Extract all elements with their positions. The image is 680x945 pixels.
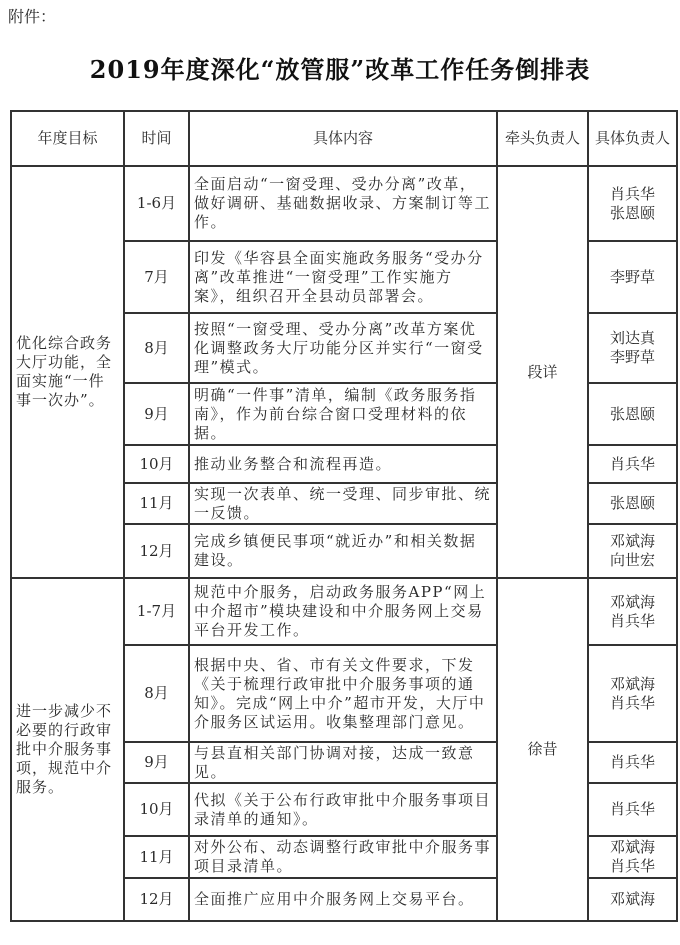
header-owner: 具体负责人 [588,111,677,166]
table-row [11,166,677,241]
owner-cell: 刘达真 李野草 [588,313,677,383]
content-cell: 实现一次表单、统一受理、同步审批、统一反馈。 [189,483,497,524]
lead-person-cell: 段详 [497,166,588,578]
owner-cell: 肖兵华 张恩颐 [588,166,677,241]
lead-person-cell: 徐昔 [497,578,588,921]
content-cell: 对外公布、动态调整行政审批中介服务事项目录清单。 [189,836,497,878]
owner-cell: 肖兵华 [588,445,677,483]
time-cell: 1-6月 [124,166,189,241]
task-schedule-table [10,110,678,922]
content-cell: 代拟《关于公布行政审批中介服务事项目录清单的通知》。 [189,783,497,836]
content-cell: 与县直相关部门协调对接，达成一致意见。 [189,742,497,783]
owner-cell: 邓斌海 肖兵华 [588,836,677,878]
time-cell: 12月 [124,878,189,921]
header-lead: 牵头负责人 [497,111,588,166]
time-cell: 9月 [124,383,189,445]
content-cell: 全面推广应用中介服务网上交易平台。 [189,878,497,921]
time-cell: 8月 [124,313,189,383]
header-time: 时间 [124,111,189,166]
time-cell: 1-7月 [124,578,189,645]
owner-cell: 张恩颐 [588,483,677,524]
time-cell: 10月 [124,445,189,483]
content-cell: 完成乡镇便民事项“就近办”和相关数据建设。 [189,524,497,578]
time-cell: 10月 [124,783,189,836]
content-cell: 全面启动“一窗受理、受办分离”改革，做好调研、基础数据收录、方案制订等工作。 [189,166,497,241]
time-cell: 11月 [124,836,189,878]
time-cell: 12月 [124,524,189,578]
time-cell: 9月 [124,742,189,783]
owner-cell: 肖兵华 [588,783,677,836]
owner-cell: 邓斌海 向世宏 [588,524,677,578]
table-header-row [11,111,677,166]
attachment-label: 附件： [8,7,57,26]
goal-cell: 优化综合政务大厅功能，全面实施“一件事一次办”。 [11,166,124,578]
content-cell: 按照“一窗受理、受办分离”改革方案优化调整政务大厅功能分区并实行“一窗受理”模式。 [189,313,497,383]
owner-cell: 李野草 [588,241,677,313]
owner-cell: 邓斌海 肖兵华 [588,645,677,742]
header-goal: 年度目标 [11,111,124,166]
document-title: 2019年度深化“放管服”改革工作任务倒排表 [89,55,591,84]
time-cell: 8月 [124,645,189,742]
time-cell: 7月 [124,241,189,313]
owner-cell: 邓斌海 肖兵华 [588,578,677,645]
owner-cell: 邓斌海 [588,878,677,921]
owner-cell: 张恩颐 [588,383,677,445]
goal-cell: 进一步减少不必要的行政审批中介服务事项，规范中介服务。 [11,578,124,921]
content-cell: 推动业务整合和流程再造。 [189,445,497,483]
time-cell: 11月 [124,483,189,524]
content-cell: 印发《华容县全面实施政务服务“受办分离”改革推进“一窗受理”工作实施方案》，组织召开全县动员部署会。 [189,241,497,313]
content-cell: 规范中介服务，启动政务服务APP“网上中介超市”模块建设和中介服务网上交易平台开发工作。 [189,578,497,645]
header-content: 具体内容 [189,111,497,166]
owner-cell: 肖兵华 [588,742,677,783]
table-row [11,578,677,645]
content-cell: 明确“一件事”清单，编制《政务服务指南》，作为前台综合窗口受理材料的依据。 [189,383,497,445]
content-cell: 根据中央、省、市有关文件要求，下发《关于梳理行政审批中介服务事项的通知》。完成“网上中介”超市开发，大厅中介服务区试运用。收集整理部门意见。 [189,645,497,742]
